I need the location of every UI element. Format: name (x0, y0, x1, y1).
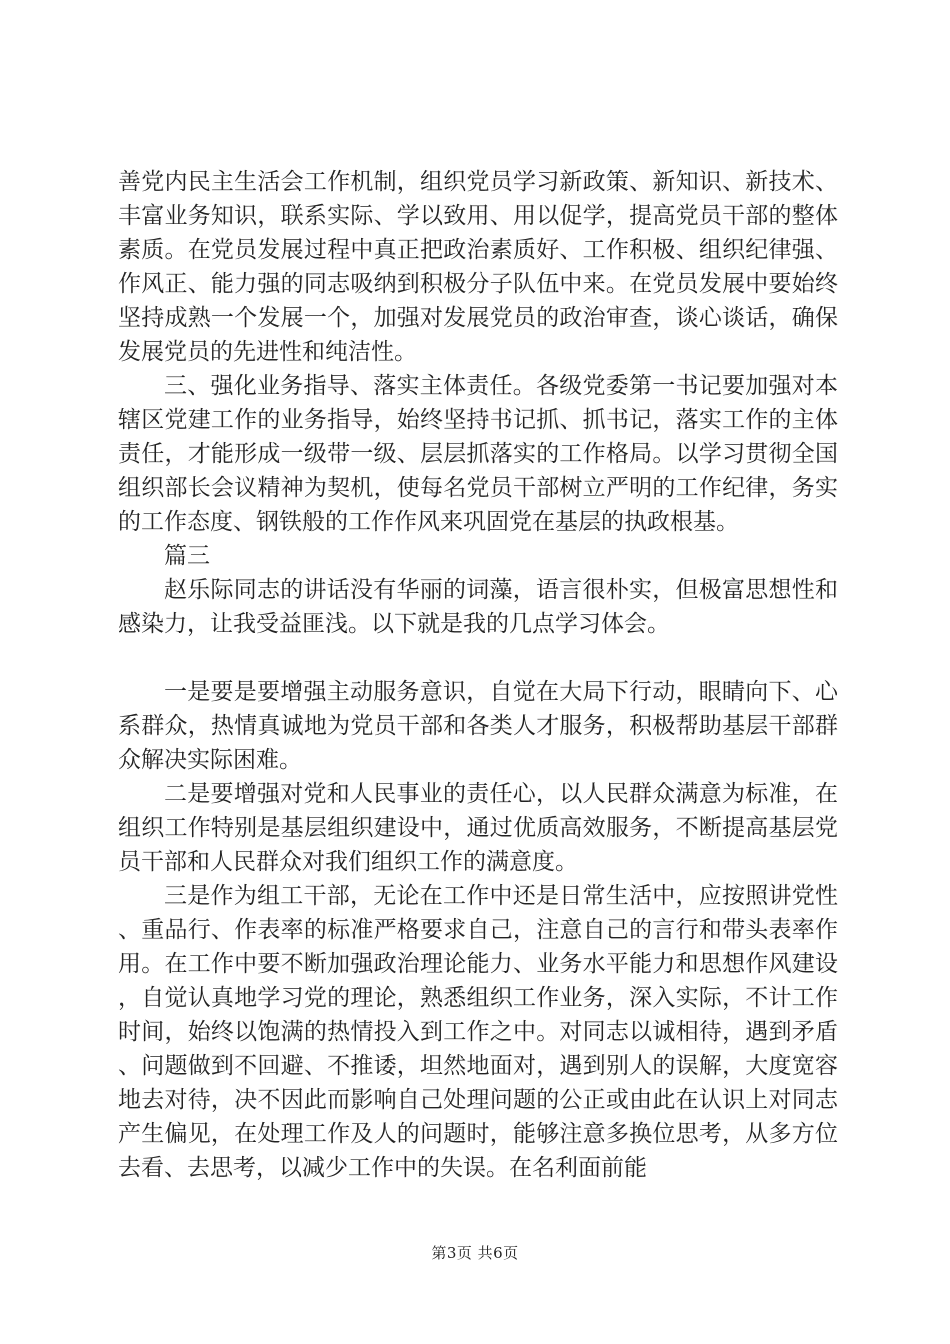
paragraph-intro: 赵乐际同志的讲话没有华丽的词藻，语言很朴实，但极富思想性和感染力，让我受益匪浅。以下就是我的几点学习体会。 (118, 577, 838, 637)
paragraph-section-three: 三、强化业务指导、落实主体责任。各级党委第一书记要加强对本辖区党建工作的业务指导，始终坚持书记抓、抓书记，落实工作的主体责任，才能形成一级带一级、层层抓落实的工作格局。以学习贯彻全国组织部长会议精神为契机，使每名党员干部树立严明的工作纪律，务实的工作态度、钢铁般的工作作风来巩固党在基层的执政根基。 (118, 373, 838, 535)
paragraph-continuation: 善党内民主生活会工作机制，组织党员学习新政策、新知识、新技术、丰富业务知识，联系实际、学以致用、用以促学，提高党员干部的整体素质。在党员发展过程中真正把政治素质好、工作积极、组织纪律强、作风正、能力强的同志吸纳到积极分子队伍中来。在党员发展中要始终坚持成熟一个发展一个，加强对发展党员的政治审查，谈心谈话，确保发展党员的先进性和纯洁性。 (118, 169, 838, 365)
page-footer: 第3页 共6页 (431, 1244, 519, 1262)
blank-line (118, 641, 838, 675)
paragraph-point-one: 一是要是要增强主动服务意识，自觉在大局下行动，眼睛向下、心系群众，热情真诚地为党员干部和各类人才服务，积极帮助基层干部群众解决实际困难。 (118, 679, 838, 773)
paragraph-point-three: 三是作为组工干部，无论在工作中还是日常生活中，应按照讲党性、重品行、作表率的标准严格要求自己，注意自己的言行和带头表率作用。在工作中要不断加强政治理论能力、业务水平能力和思想作风建设，自觉认真地学习党的理论，熟悉组织工作业务，深入实际，不计工作时间，始终以饱满的热情投入到工作之中。对同志以诚相待，遇到矛盾、问题做到不回避、不推诿，坦然地面对，遇到别人的误解，大度宽容地去对待，决不因此而影响自己处理问题的公正或由此在认识上对同志产生偏见，在处理工作及人的问题时，能够注意多换位思考，从多方位去看、去思考，以减少工作中的失误。在名利面前能 (118, 883, 838, 1181)
document-body (118, 165, 838, 1185)
paragraph-point-two: 二是要增强对党和人民事业的责任心，以人民群众满意为标准，在组织工作特别是基层组织建设中，通过优质高效服务，不断提高基层党员干部和人民群众对我们组织工作的满意度。 (118, 781, 838, 875)
section-title: 篇三 (164, 543, 210, 569)
